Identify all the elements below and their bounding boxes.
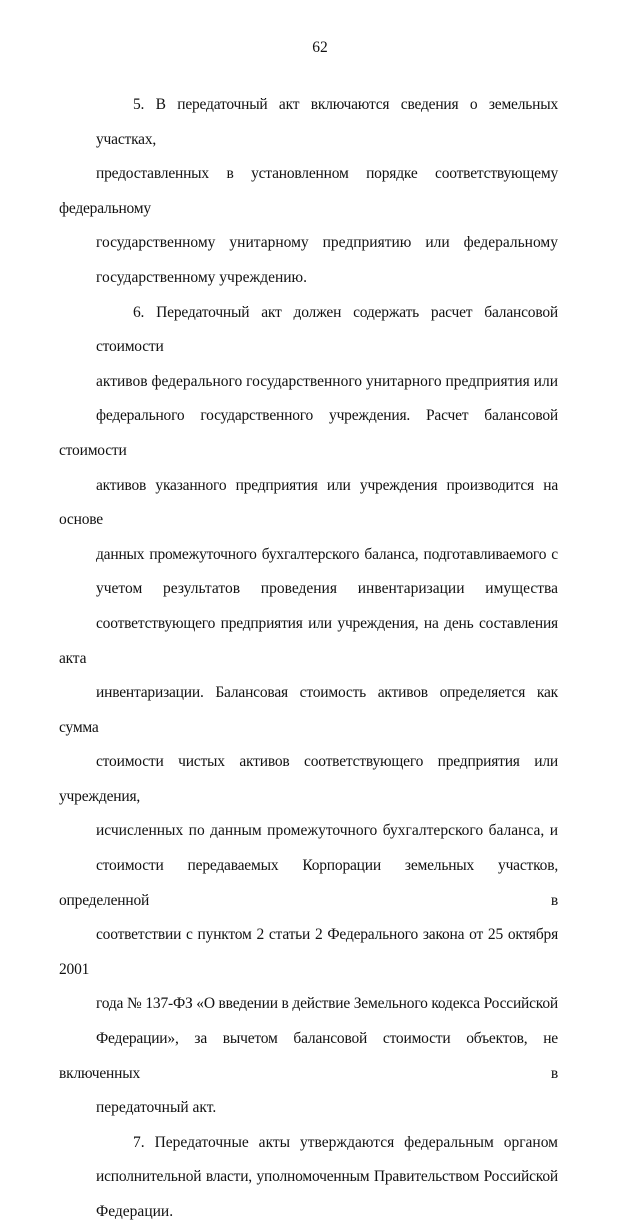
text-line: данных промежуточного бухгалтерского баланса, подготавливаемого с <box>96 545 558 563</box>
text-line: 5. В передаточный акт включаются сведения о земельных участках, <box>96 96 558 148</box>
text-line: 7. Передаточные акты утверждаются федеральным органом <box>133 1133 558 1151</box>
text-line: 6. Передаточный акт должен содержать расчет балансовой стоимости <box>96 303 558 356</box>
text-line: активов федерального государственного унитарного предприятия или <box>96 372 558 390</box>
paragraph-5 <box>59 88 558 296</box>
document-body <box>59 88 558 1230</box>
text-line: активов указанного предприятия или учреждения производится на основе <box>59 476 558 529</box>
text-line: стоимости передаваемых Корпорации земельных участков, определенной в <box>59 857 558 909</box>
text-line: передаточный акт. <box>96 1099 217 1117</box>
paragraph-6 <box>59 296 558 1126</box>
page-number: 62 <box>312 39 328 56</box>
text-line: исполнительной власти, уполномоченным Правительством Российской <box>96 1168 558 1186</box>
text-line: Федерации. <box>96 1203 174 1220</box>
text-line: исчисленных по данным промежуточного бухгалтерского баланса, и <box>96 822 558 840</box>
text-line: Федерации», за вычетом балансовой стоимости объектов, не включенных в <box>59 1030 558 1082</box>
text-line: учетом результатов проведения инвентаризации имущества <box>96 580 558 598</box>
text-line: предоставленных в установленном порядке соответствующему федеральному <box>59 165 558 217</box>
text-line: соответствующего предприятия или учреждения, на день составления акта <box>59 614 558 667</box>
text-line: федерального государственного учреждения. Расчет балансовой стоимости <box>59 407 558 459</box>
text-line: года № 137-ФЗ «О введении в действие Земельного кодекса Российской <box>96 995 558 1013</box>
paragraph-7 <box>59 1126 558 1230</box>
text-line: инвентаризации. Балансовая стоимость активов определяется как сумма <box>59 684 558 736</box>
text-line: государственному унитарному предприятию или федеральному <box>96 234 558 252</box>
text-line: стоимости чистых активов соответствующего предприятия или учреждения, <box>59 753 558 805</box>
text-line: государственному учреждению. <box>96 268 308 286</box>
text-line: соответствии с пунктом 2 статьи 2 Федерального закона от 25 октября 2001 <box>59 926 558 978</box>
